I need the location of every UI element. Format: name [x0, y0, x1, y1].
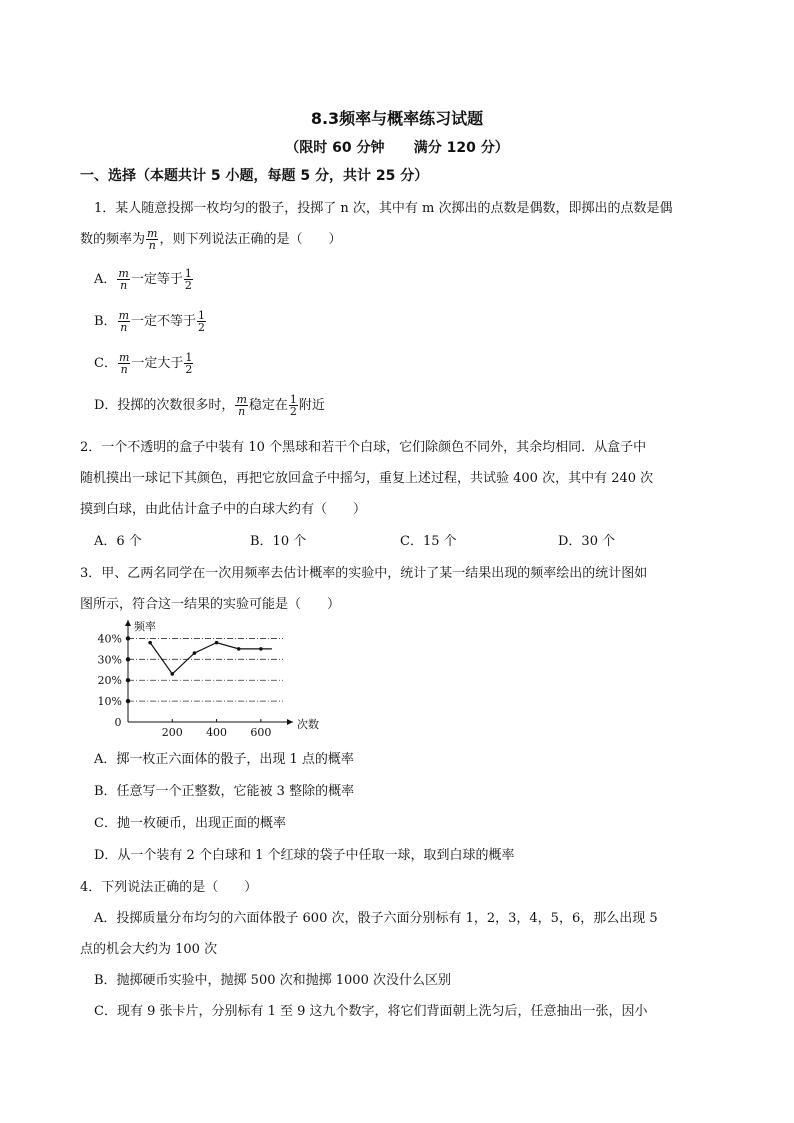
x-axis-label: 次数	[297, 718, 319, 731]
y-tick-dot	[126, 678, 130, 682]
q2-line1: 2．一个不透明的盒子中装有 10 个黑球和若干个白球，它们除颜色不同外，其余均相同．从盒子中	[80, 440, 647, 455]
q1-option-d: D．投掷的次数很多时， $\frac{m}{n}$ 稳定在 $\frac{1}{2}$ 附近	[94, 393, 325, 418]
fraction-m-n: $\frac{m}{n}$	[118, 309, 129, 334]
data-point	[215, 641, 219, 645]
frequency-line-chart	[88, 618, 319, 739]
q2-option-b: B．10 个	[250, 534, 307, 549]
q4-option-c: C．现有 9 张卡片，分别标有 1 至 9 这九个数字，将它们背面朝上洗匀后，任意抽出一张，因小	[94, 1004, 648, 1019]
y-tick-dot	[126, 699, 130, 703]
origin-label: 0	[114, 716, 122, 729]
data-point	[170, 672, 174, 676]
data-point	[237, 647, 241, 651]
series-line	[150, 643, 272, 674]
q2-line3: 摸到白球，由此估计盒子中的白球大约有（ ）	[80, 502, 367, 517]
fraction-m-n: $\frac{m}{n}$	[118, 351, 130, 376]
page-title: 8.3频率与概率练习试题	[310, 109, 484, 128]
y-tick-label: 20%	[97, 674, 122, 688]
data-point	[193, 651, 197, 655]
q1-line1: 1．某人随意投掷一枚均匀的骰子，投掷了 n 次，其中有 m 次掷出的点数是偶数，即掷出的点数是偶	[94, 201, 673, 216]
q2-option-c: C．15 个	[400, 534, 457, 549]
q4-option-b: B．抛掷硬币实验中，抛掷 500 次和抛掷 1000 次没什么区别	[94, 973, 451, 988]
fraction-half: $\frac{1}{2}$	[184, 267, 192, 292]
y-tick-label: 40%	[97, 632, 122, 646]
section-heading: 一、选择（本题共计 5 小题，每题 5 分，共计 25 分）	[80, 168, 429, 184]
fraction-half: $\frac{1}{2}$	[289, 393, 297, 418]
y-tick-label: 10%	[97, 695, 122, 709]
x-tick-label: 400	[206, 726, 228, 739]
fraction-m-n: $\frac{m}{n}$	[147, 227, 158, 252]
fraction-m-n: $\frac{m}{n}$	[236, 393, 247, 418]
fraction-half: $\frac{1}{2}$	[198, 309, 206, 334]
q4-line1: 4．下列说法正确的是（ ）	[80, 880, 258, 895]
data-point	[148, 641, 152, 645]
q3-line1: 3．甲、乙两名同学在一次用频率去估计概率的实验中，统计了某一结果出现的频率绘出的统计图如	[80, 566, 648, 581]
data-point	[259, 647, 263, 651]
q4-option-a-line2: 点的机会大约为 100 次	[80, 942, 218, 957]
y-axis-label: 频率	[134, 620, 156, 633]
q2-option-a: A．6 个	[94, 534, 142, 549]
q4-option-a-line1: A．投掷质量分布均匀的六面体骰子 600 次，骰子六面分别标有 1，2，3，4，5，6，那么出现 5	[94, 911, 658, 926]
y-tick-dot	[126, 657, 130, 661]
fraction-half: $\frac{1}{2}$	[185, 351, 193, 376]
q3-option-c: C．抛一枚硬币，出现正面的概率	[94, 816, 286, 831]
q2-option-d: D．30 个	[558, 534, 616, 549]
q1-line2: 数的频率为 $\frac{m}{n}$ ，则下列说法正确的是（ ）	[80, 227, 342, 252]
q3-option-a: A．掷一枚正六面体的骰子，出现 1 点的概率	[94, 752, 354, 767]
x-axis-arrow	[287, 719, 293, 725]
x-tick-label: 600	[250, 726, 272, 739]
q1-option-b: B． $\frac{m}{n}$ 一定不等于 $\frac{1}{2}$	[94, 309, 206, 334]
y-tick-dot	[126, 636, 130, 640]
fraction-m-n: $\frac{m}{n}$	[118, 267, 129, 292]
q1-option-c: C． $\frac{m}{n}$ 一定大于 $\frac{1}{2}$	[94, 351, 193, 376]
x-tick-label: 200	[161, 726, 183, 739]
q3-line2: 图所示，符合这一结果的实验可能是（ ）	[80, 597, 341, 612]
page-subtitle: （限时 60 分钟 满分 120 分）	[285, 140, 509, 156]
q3-option-b: B．任意写一个正整数，它能被 3 整除的概率	[94, 784, 355, 799]
q1-option-a: A． $\frac{m}{n}$ 一定等于 $\frac{1}{2}$	[94, 267, 192, 292]
q3-option-d: D．从一个装有 2 个白球和 1 个红球的袋子中任取一球，取到白球的概率	[94, 848, 515, 863]
y-axis-arrow	[125, 620, 131, 626]
q2-line2: 随机摸出一球记下其颜色，再把它放回盒子中摇匀，重复上述过程，共试验 400 次，其中有 240 次	[80, 471, 654, 486]
y-tick-label: 30%	[97, 653, 122, 667]
